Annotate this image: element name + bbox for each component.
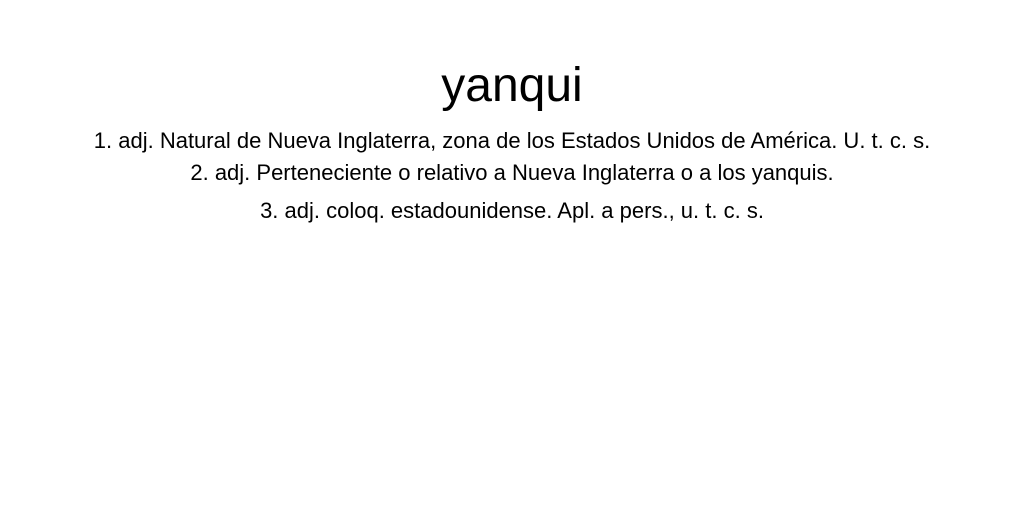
definition-2: 2. adj. Perteneciente o relativo a Nueva Inglaterra o a los yanquis. [190, 160, 834, 185]
definition-list [40, 122, 984, 230]
dictionary-entry [40, 54, 984, 230]
definition-1: 1. adj. Natural de Nueva Inglaterra, zona de los Estados Unidos de América. U. t. c. s. [93, 128, 931, 153]
definition-3: 3. adj. coloq. estadounidense. Apl. a pers., u. t. c. s. [260, 198, 764, 223]
headword: yanqui [441, 59, 583, 112]
